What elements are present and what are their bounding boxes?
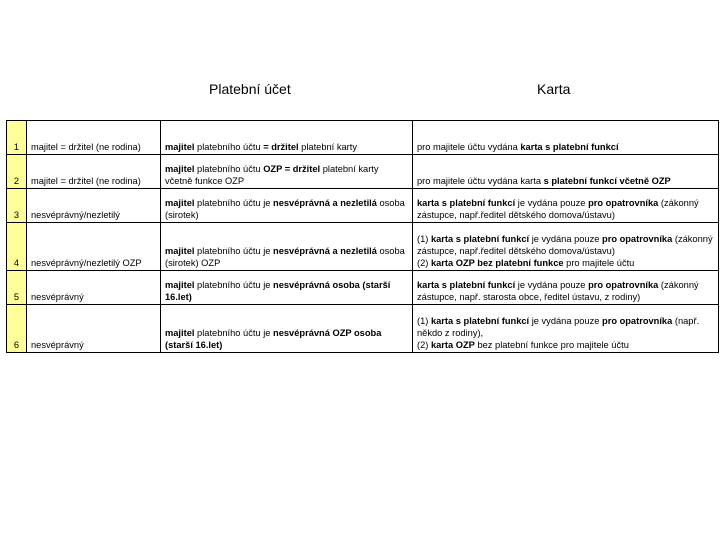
bold-fragment: pro opatrovníka bbox=[602, 316, 673, 326]
holder-type-cell: nesvéprávný bbox=[27, 271, 161, 305]
bold-fragment: karta s platební funkcí bbox=[520, 142, 619, 152]
card-cell bbox=[413, 189, 719, 223]
bold-fragment: majitel bbox=[165, 328, 195, 338]
bold-fragment: majitel bbox=[165, 246, 195, 256]
text-fragment: (2) bbox=[417, 258, 431, 268]
table-row bbox=[7, 189, 719, 223]
text-fragment: je vydána pouze bbox=[529, 234, 603, 244]
rules-table bbox=[6, 120, 719, 353]
card-cell bbox=[413, 271, 719, 305]
text-fragment: platebního účtu je bbox=[194, 198, 274, 208]
card-cell bbox=[413, 223, 719, 271]
text-fragment: platební karty včetně funkce OZP bbox=[165, 164, 379, 186]
bold-fragment: nesvéprávná osoba (starší 16.let) bbox=[165, 280, 391, 302]
bold-fragment: karta OZP bbox=[430, 340, 475, 350]
bold-fragment: majitel bbox=[165, 280, 195, 290]
row-number: 1 bbox=[7, 121, 27, 155]
text-fragment: je vydána pouze bbox=[529, 316, 603, 326]
table-row bbox=[7, 121, 719, 155]
holder-type-cell: nesvéprávný bbox=[27, 305, 161, 353]
row-number: 3 bbox=[7, 189, 27, 223]
card-cell bbox=[413, 121, 719, 155]
bold-fragment: karta s platební funkcí bbox=[430, 316, 530, 326]
text-fragment: (zákonný zástupce, např.ředitel dětského domova/ústavu) bbox=[417, 234, 713, 256]
bold-fragment: nesvéprávná a nezletilá bbox=[273, 198, 377, 208]
account-cell bbox=[161, 305, 413, 353]
bold-fragment: majitel bbox=[165, 142, 195, 152]
account-cell bbox=[161, 189, 413, 223]
bold-fragment: pro opatrovníka bbox=[602, 234, 673, 244]
holder-type-cell: majitel = držitel (ne rodina) bbox=[27, 155, 161, 189]
bold-fragment: majitel bbox=[165, 164, 195, 174]
bold-fragment: karta s platební funkcí bbox=[430, 234, 530, 244]
row-number: 4 bbox=[7, 223, 27, 271]
bold-fragment: karta s platební funkcí bbox=[417, 198, 516, 208]
account-cell bbox=[161, 223, 413, 271]
text-fragment: bez platební funkce pro majitele účtu bbox=[474, 340, 629, 350]
text-fragment: pro majitele účtu vydána bbox=[417, 142, 521, 152]
text-fragment: platební karty bbox=[298, 142, 357, 152]
text-fragment: osoba (sirotek) OZP bbox=[165, 246, 405, 268]
text-fragment: je vydána pouze bbox=[515, 198, 589, 208]
bold-fragment: pro opatrovníka bbox=[588, 198, 659, 208]
text-fragment: platebního účtu bbox=[194, 142, 264, 152]
holder-type-cell: majitel = držitel (ne rodina) bbox=[27, 121, 161, 155]
text-fragment: osoba (sirotek) bbox=[165, 198, 405, 220]
text-fragment: (zákonný zástupce, např.ředitel dětského domova/ústavu) bbox=[417, 198, 699, 220]
bold-fragment: karta s platební funkcí bbox=[417, 280, 516, 290]
text-fragment: pro majitele účtu bbox=[563, 258, 635, 268]
bold-fragment: s platební funkcí včetně OZP bbox=[543, 176, 671, 186]
bold-fragment: = držitel bbox=[263, 142, 299, 152]
text-fragment: (1) bbox=[417, 234, 431, 244]
table-row bbox=[7, 155, 719, 189]
header-karta: Karta bbox=[537, 81, 571, 97]
bold-fragment: nesvéprávná a nezletilá bbox=[273, 246, 377, 256]
table-row bbox=[7, 271, 719, 305]
card-cell bbox=[413, 305, 719, 353]
card-cell bbox=[413, 155, 719, 189]
account-cell bbox=[161, 155, 413, 189]
bold-fragment: majitel bbox=[165, 198, 195, 208]
bold-fragment: OZP = držitel bbox=[263, 164, 321, 174]
text-fragment: platebního účtu bbox=[194, 164, 264, 174]
table-row bbox=[7, 305, 719, 353]
row-number: 2 bbox=[7, 155, 27, 189]
text-fragment: (zákonný zástupce, např. starosta obce, ředitel ústavu, z rodiny) bbox=[417, 280, 699, 302]
row-number: 5 bbox=[7, 271, 27, 305]
account-cell bbox=[161, 271, 413, 305]
holder-type-cell: nesvéprávný/nezletilý OZP bbox=[27, 223, 161, 271]
bold-fragment: pro opatrovníka bbox=[588, 280, 659, 290]
text-fragment: platebního účtu je bbox=[194, 280, 274, 290]
text-fragment: (2) bbox=[417, 340, 431, 350]
text-fragment: (např. někdo z rodiny), bbox=[417, 316, 700, 338]
header-platebni-ucet: Platební účet bbox=[209, 81, 291, 97]
text-fragment: platebního účtu je bbox=[194, 246, 274, 256]
text-fragment: je vydána pouze bbox=[515, 280, 589, 290]
table-row bbox=[7, 223, 719, 271]
text-fragment: (1) bbox=[417, 316, 431, 326]
holder-type-cell: nesvéprávný/nezletilý bbox=[27, 189, 161, 223]
bold-fragment: karta OZP bez platební funkce bbox=[430, 258, 564, 268]
row-number: 6 bbox=[7, 305, 27, 353]
bold-fragment: nesvéprávná OZP osoba (starší 16.let) bbox=[165, 328, 382, 350]
text-fragment: pro majitele účtu vydána karta bbox=[417, 176, 544, 186]
account-cell bbox=[161, 121, 413, 155]
text-fragment: platebního účtu je bbox=[194, 328, 274, 338]
